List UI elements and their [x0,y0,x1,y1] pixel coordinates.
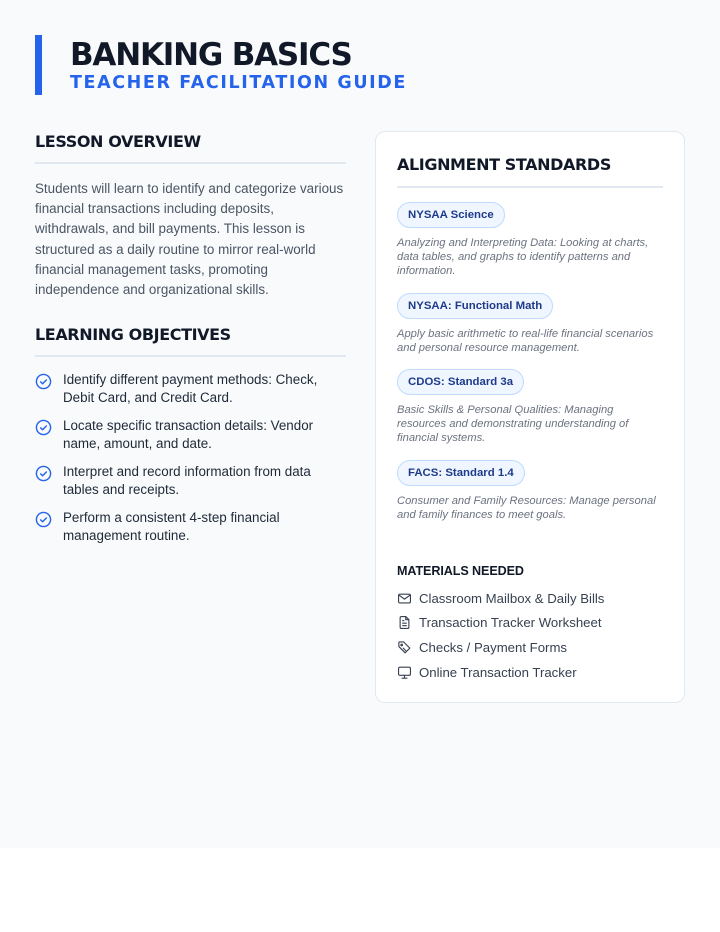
material-label: Transaction Tracker Worksheet [419,615,602,631]
lesson-overview-heading: LESSON OVERVIEW [35,131,346,164]
standard-tag: NYSAA: Functional Math [397,293,553,319]
left-column [35,131,346,555]
objective-text: Identify different payment methods: Check, Debit Card, and Credit Card. [63,372,318,406]
material-item [397,664,663,680]
standard-description: Basic Skills & Personal Qualities: Managing resources and demonstrating understanding of financial systems. [397,404,629,445]
page-subtitle: TEACHER FACILITATION GUIDE [70,73,407,93]
objective-text: Locate specific transaction details: Vendor name, amount, and date. [63,418,314,452]
materials-heading: MATERIALS NEEDED [397,564,524,579]
standard-tag: FACS: Standard 1.4 [397,460,525,486]
standard-item [397,293,663,355]
material-label: Checks / Payment Forms [419,639,568,655]
standard-item [397,460,663,522]
standard-tag: NYSAA Science [397,202,505,228]
check-circle-icon [35,465,52,482]
material-item [397,615,663,631]
materials-list [397,590,663,680]
material-item [397,590,663,606]
objective-item [35,417,346,453]
material-label: Online Transaction Tracker [419,664,577,680]
objective-text: Interpret and record information from data tables and receipts. [63,464,311,498]
tag-icon [397,640,412,655]
alignment-standards-heading: ALIGNMENT STANDARDS [397,154,663,188]
material-label: Classroom Mailbox & Daily Bills [419,590,605,606]
objective-item [35,371,346,407]
standard-item [397,202,663,279]
standard-tag: CDOS: Standard 3a [397,369,524,395]
material-item [397,639,663,655]
mail-icon [397,591,412,606]
check-circle-icon [35,511,52,528]
standards-list [397,202,663,522]
page-header [35,35,407,95]
monitor-icon [397,665,412,680]
learning-objectives-heading: LEARNING OBJECTIVES [35,324,346,357]
objective-item [35,463,346,499]
check-circle-icon [35,373,52,390]
objective-text: Perform a consistent 4-step financial management routine. [63,510,280,544]
objective-item [35,509,346,545]
lesson-overview-text: Students will learn to identify and categorize various financial transactions including deposits, withdrawals, and bill payments. This lesson is structured as a daily routine to mirror real-world financial management tasks, promoting independence and organizational skills. [35,181,344,298]
standard-description: Apply basic arithmetic to real-life financial scenarios and personal resource management. [397,327,654,354]
check-circle-icon [35,419,52,436]
standard-description: Consumer and Family Resources: Manage personal and family finances to meet goals. [397,494,656,521]
standards-card [375,131,685,703]
objectives-list [35,371,346,545]
page-title: BANKING BASICS [70,37,352,73]
document-icon [397,615,412,630]
standard-item [397,369,663,446]
standard-description: Analyzing and Interpreting Data: Looking at charts, data tables, and graphs to identify patterns and information. [397,237,649,278]
